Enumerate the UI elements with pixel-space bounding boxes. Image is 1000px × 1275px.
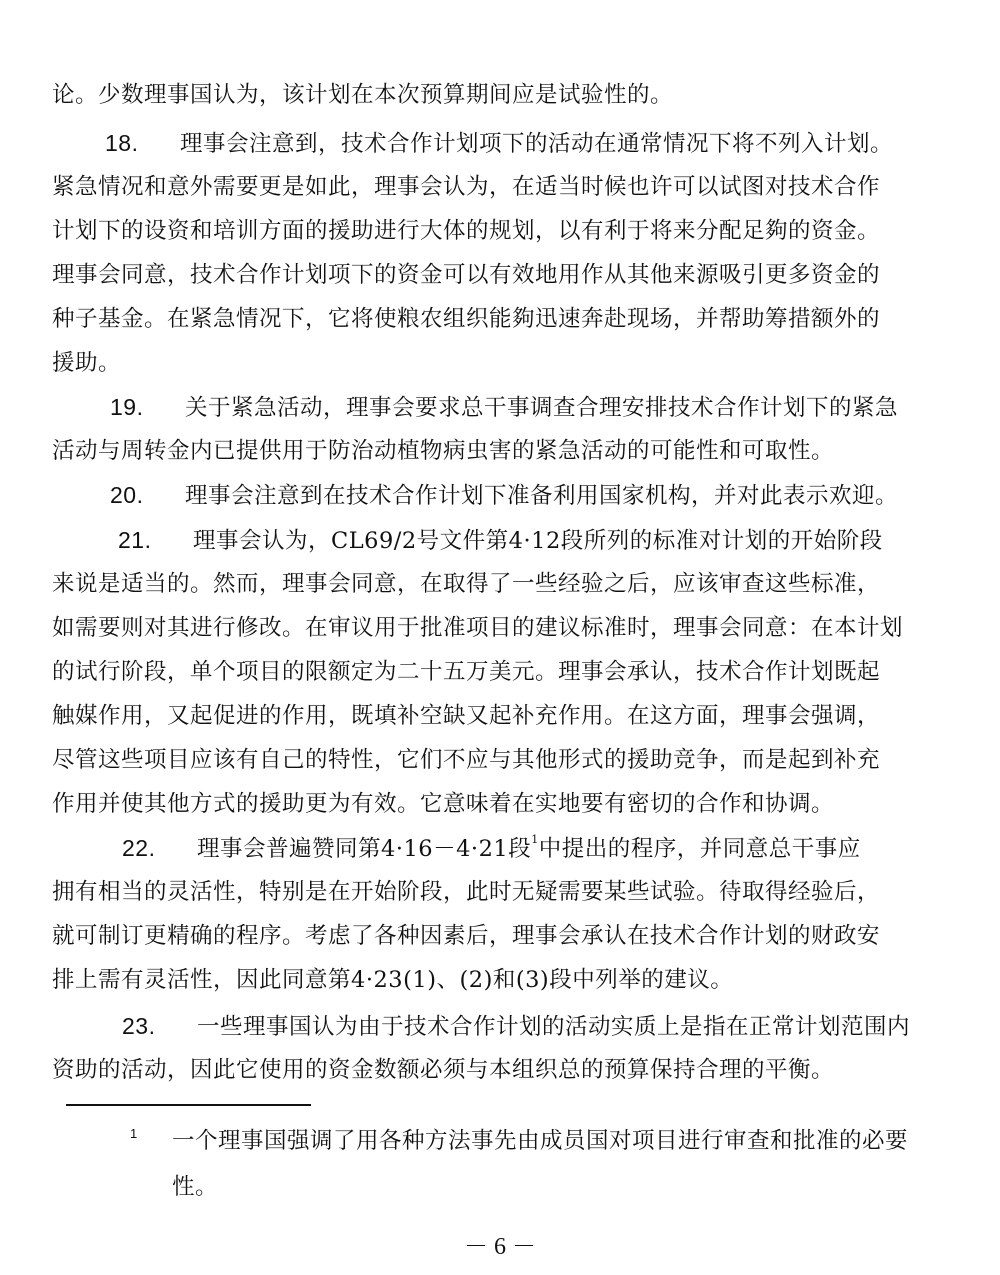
paragraph-18-line-5: 种子基金。在紧急情况下，它将使粮农组织能夠迅速奔赴现场，并帮助筹措额外的 bbox=[52, 306, 881, 332]
paragraph-22-line-4: 排上需有灵活性，因此同意第4·23(1)、(2)和(3)段中列举的建议。 bbox=[52, 967, 734, 993]
paragraph-22-text-1-rest: 中提出的程序，并同意总干事应 bbox=[538, 836, 861, 862]
footnote-reference: 1 bbox=[531, 833, 539, 846]
paragraph-18-line-3: 计划下的设资和培训方面的援助进行大体的规划，以有利于将来分配足夠的资金。 bbox=[52, 218, 881, 244]
paragraph-21-text-1: 理事会认为，CL69/2号文件第4·12段所列的标准对计划的开始阶段 bbox=[193, 528, 883, 554]
footnote-marker: 1 bbox=[130, 1126, 138, 1141]
paragraph-number-22: 22. bbox=[122, 835, 156, 861]
paragraph-21-line-5: 触媒作用，又起促进的作用，既填补空缺又起补充作用。在这方面，理事会强调， bbox=[52, 703, 881, 729]
paragraph-19-line-2: 活动与周转金内已提供用于防治动植物病虫害的紧急活动的可能性和可取性。 bbox=[52, 438, 835, 464]
paragraph-18-line-2: 紧急情况和意外需要更是如此，理事会认为，在适当时候也许可以试图对技术合作 bbox=[52, 174, 881, 200]
paragraph-22-line-3: 就可制订更精确的程序。考虑了各种因素后，理事会承认在技术合作计划的财政安 bbox=[52, 923, 881, 949]
paragraph-number-23: 23. bbox=[122, 1013, 156, 1039]
footnote-line-2: 性。 bbox=[172, 1174, 219, 1200]
page-number: － 6 － bbox=[464, 1234, 536, 1260]
paragraph-continuation-line-1: 论。少数理事国认为，该计划在本次预算期间应是试验性的。 bbox=[52, 82, 674, 108]
paragraph-23-line-1 bbox=[122, 1011, 1000, 1042]
paragraph-21-line-6: 尽管这些项目应该有自己的特性，它们不应与其他形式的援助竞争，而是起到补充 bbox=[52, 747, 881, 773]
paragraph-21-line-2: 来说是适当的。然而，理事会同意，在取得了一些经验之后，应该审查这些标准， bbox=[52, 571, 881, 597]
paragraph-19-line-1 bbox=[110, 392, 1000, 423]
paragraph-21-line-4: 的试行阶段，单个项目的限额定为二十五万美元。理事会承认，技术合作计划既起 bbox=[52, 659, 881, 685]
paragraph-number-18: 18. bbox=[105, 130, 139, 156]
paragraph-21-line-7: 作用并使其他方式的援助更为有效。它意味着在实地要有密切的合作和协调。 bbox=[52, 791, 835, 817]
paragraph-19-text-1: 关于紧急活动，理事会要求总干事调查合理安排技术合作计划下的紧急 bbox=[185, 395, 899, 421]
paragraph-18-line-4: 理事会同意，技术合作计划项下的资金可以有效地用作从其他来源吸引更多资金的 bbox=[52, 262, 881, 288]
paragraph-21-line-1 bbox=[118, 525, 1000, 556]
paragraph-18-line-6: 援助。 bbox=[52, 350, 122, 376]
paragraph-18-text-1: 理事会注意到，技术合作计划项下的活动在通常情况下将不列入计划。 bbox=[180, 131, 894, 157]
paragraph-number-21: 21. bbox=[118, 527, 152, 553]
paragraph-23-text-1: 一些理事国认为由于技术合作计划的活动实质上是指在正常计划范围内 bbox=[197, 1014, 911, 1040]
paragraph-20-line-1 bbox=[110, 480, 1000, 511]
paragraph-number-19: 19. bbox=[110, 394, 144, 420]
paragraph-21-line-3: 如需要则对其进行修改。在审议用于批准项目的建议标准时，理事会同意：在本计划 bbox=[52, 615, 904, 641]
paragraph-23-line-2: 资助的活动，因此它使用的资金数额必须与本组织总的预算保持合理的平衡。 bbox=[52, 1057, 835, 1083]
paragraph-20-text-1: 理事会注意到在技术合作计划下准备利用国家机构，并对此表示欢迎。 bbox=[185, 483, 899, 509]
footnote-line-1: 一个理事国强调了用各种方法事先由成员国对项目进行审查和批准的必要 bbox=[172, 1128, 909, 1154]
paragraph-number-20: 20. bbox=[110, 482, 144, 508]
footnote-divider bbox=[66, 1104, 311, 1106]
paragraph-22-line-2: 拥有相当的灵活性，特别是在开始阶段，此时无疑需要某些试验。待取得经验后， bbox=[52, 879, 881, 905]
paragraph-22-text-1: 理事会普遍赞同第4·16－4·21段 bbox=[197, 836, 532, 862]
paragraph-22-line-1 bbox=[122, 833, 1000, 864]
paragraph-18-line-1 bbox=[105, 128, 1000, 159]
